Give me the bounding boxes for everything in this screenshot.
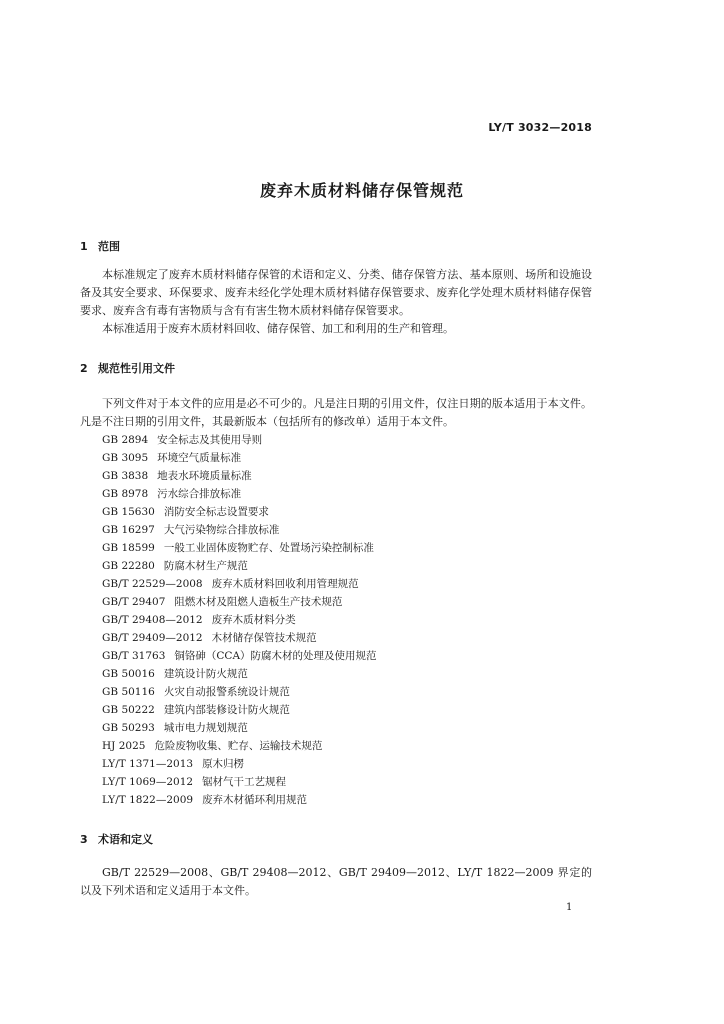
reference-item bbox=[102, 701, 377, 719]
page-number: 1 bbox=[566, 902, 573, 913]
reference-item bbox=[102, 719, 377, 737]
reference-title: 废弃木质材料分类 bbox=[211, 614, 296, 626]
reference-title: 污水综合排放标准 bbox=[157, 488, 242, 500]
reference-item bbox=[102, 647, 377, 665]
reference-title: 一般工业固体废物贮存、处置场污染控制标准 bbox=[163, 542, 374, 554]
reference-code: GB 50293 bbox=[102, 722, 155, 734]
section-number: 1 bbox=[80, 240, 88, 253]
reference-item bbox=[102, 539, 377, 557]
reference-title: 环境空气质量标准 bbox=[157, 452, 242, 464]
reference-code: GB 8978 bbox=[102, 488, 149, 500]
scope-paragraph-2: 本标准适用于废弃木质材料回收、储存保管、加工和利用的生产和管理。 bbox=[102, 322, 454, 335]
reference-item bbox=[102, 773, 377, 791]
section-number: 2 bbox=[80, 362, 88, 375]
reference-item bbox=[102, 431, 377, 449]
reference-code: HJ 2025 bbox=[102, 740, 146, 752]
reference-item bbox=[102, 665, 377, 683]
reference-code: GB 3095 bbox=[102, 452, 149, 464]
reference-title: 地表水环境质量标准 bbox=[157, 470, 252, 482]
reference-title: 火灾自动报警系统设计规范 bbox=[163, 686, 290, 698]
reference-item bbox=[102, 791, 377, 809]
terms-intro: GB/T 22529—2008、GB/T 29408—2012、GB/T 29409—2012、LY/T 1822—2009 界定的以及下列术语和定义适用于本文件。 bbox=[80, 866, 592, 897]
reference-code: GB 16297 bbox=[102, 524, 155, 536]
reference-code: LY/T 1822—2009 bbox=[102, 794, 194, 806]
document-title: 废弃木质材料储存保管规范 bbox=[259, 181, 464, 200]
reference-title: 消防安全标志设置要求 bbox=[163, 506, 269, 518]
reference-title: 大气污染物综合排放标准 bbox=[163, 524, 280, 536]
reference-title: 木材储存保管技术规范 bbox=[211, 632, 317, 644]
reference-item bbox=[102, 557, 377, 575]
reference-title: 阻燃木材及阻燃人造板生产技术规范 bbox=[174, 596, 343, 608]
reference-item bbox=[102, 611, 377, 629]
reference-code: GB 50116 bbox=[102, 686, 155, 698]
reference-item bbox=[102, 449, 377, 467]
reference-code: GB 22280 bbox=[102, 560, 155, 572]
reference-code: GB/T 29409—2012 bbox=[102, 632, 203, 644]
reference-code: GB/T 29408—2012 bbox=[102, 614, 203, 626]
normative-intro: 下列文件对于本文件的应用是必不可少的。凡是注日期的引用文件，仅注日期的版本适用于本文件。凡是不注日期的引用文件，其最新版本（包括所有的修改单）适用于本文件。 bbox=[80, 397, 592, 428]
reference-title: 铜铬砷（CCA）防腐木材的处理及使用规范 bbox=[174, 650, 377, 662]
section-1-heading bbox=[80, 238, 120, 254]
reference-code: GB/T 29407 bbox=[102, 596, 166, 608]
reference-title: 安全标志及其使用导则 bbox=[157, 434, 263, 446]
reference-item bbox=[102, 683, 377, 701]
reference-title: 锯材气干工艺规程 bbox=[202, 776, 287, 788]
reference-title: 建筑内部装修设计防火规范 bbox=[163, 704, 290, 716]
reference-code: GB 18599 bbox=[102, 542, 155, 554]
reference-code: GB 15630 bbox=[102, 506, 155, 518]
section-title: 术语和定义 bbox=[98, 833, 153, 846]
section-3-heading bbox=[80, 831, 153, 847]
reference-item bbox=[102, 737, 377, 755]
reference-title: 城市电力规划规范 bbox=[163, 722, 248, 734]
reference-title: 建筑设计防火规范 bbox=[163, 668, 248, 680]
reference-item bbox=[102, 503, 377, 521]
reference-title: 危险废物收集、贮存、运输技术规范 bbox=[154, 740, 323, 752]
section-number: 3 bbox=[80, 833, 88, 846]
reference-title: 原木归楞 bbox=[202, 758, 245, 770]
reference-code: LY/T 1069—2012 bbox=[102, 776, 194, 788]
reference-item bbox=[102, 755, 377, 773]
standard-code: LY/T 3032—2018 bbox=[488, 121, 592, 134]
reference-item bbox=[102, 485, 377, 503]
reference-title: 废弃木质材料回收利用管理规范 bbox=[211, 578, 359, 590]
reference-code: GB 2894 bbox=[102, 434, 149, 446]
reference-title: 废弃木材循环利用规范 bbox=[202, 794, 308, 806]
scope-paragraph-1: 本标准规定了废弃木质材料储存保管的术语和定义、分类、储存保管方法、基本原则、场所和设施设备及其安全要求、环保要求、废弃未经化学处理木质材料储存保管要求、废弃化学处理木质材料储存保管要求、废弃含有毒有害物质与含有有害生物木质材料储存保管要求。 bbox=[80, 268, 592, 317]
reference-title: 防腐木材生产规范 bbox=[163, 560, 248, 572]
reference-code: GB/T 22529—2008 bbox=[102, 578, 203, 590]
reference-code: GB 50222 bbox=[102, 704, 155, 716]
reference-item bbox=[102, 593, 377, 611]
reference-item bbox=[102, 467, 377, 485]
reference-item bbox=[102, 521, 377, 539]
reference-code: GB 50016 bbox=[102, 668, 155, 680]
section-title: 规范性引用文件 bbox=[98, 362, 175, 375]
section-2-heading bbox=[80, 360, 175, 376]
reference-item bbox=[102, 575, 377, 593]
reference-code: LY/T 1371—2013 bbox=[102, 758, 194, 770]
section-title: 范围 bbox=[98, 240, 120, 253]
reference-code: GB 3838 bbox=[102, 470, 149, 482]
reference-item bbox=[102, 629, 377, 647]
reference-list bbox=[102, 431, 377, 809]
reference-code: GB/T 31763 bbox=[102, 650, 166, 662]
